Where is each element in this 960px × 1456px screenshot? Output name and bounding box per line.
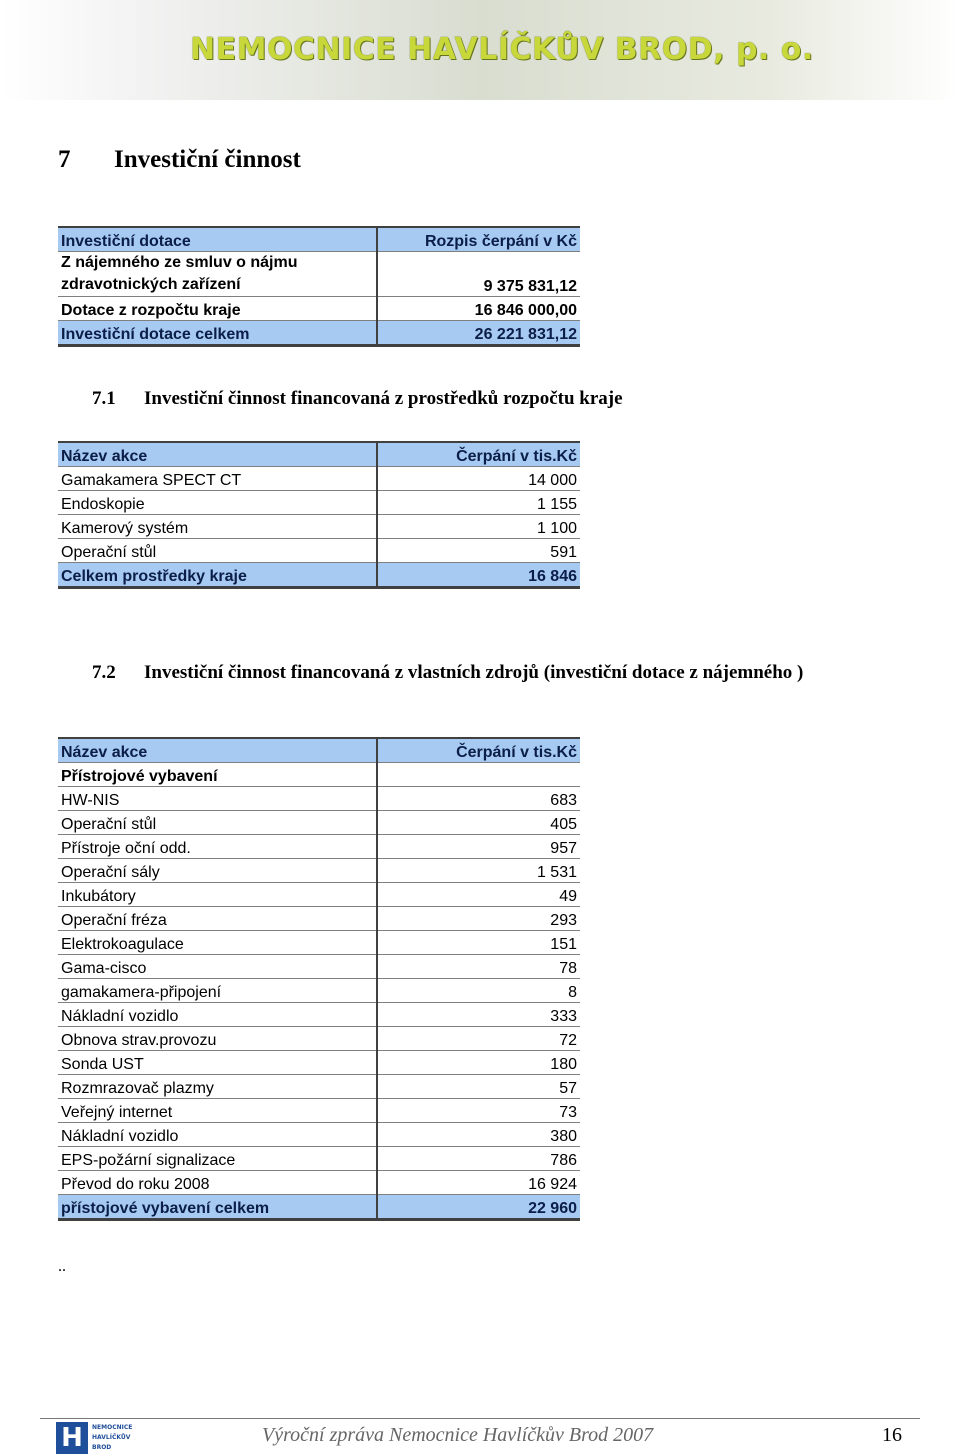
row-value: 8 — [377, 979, 580, 1003]
row-value: 57 — [377, 1075, 580, 1099]
row-label: Nákladní vozidlo — [58, 1123, 377, 1147]
row-value: 1 100 — [377, 515, 580, 539]
row-value: 73 — [377, 1099, 580, 1123]
subsection-number: 7.1 — [92, 388, 116, 409]
header-cell: Čerpání v tis.Kč — [377, 738, 580, 763]
header-cell: Investiční dotace — [58, 227, 377, 252]
row-value: 180 — [377, 1051, 580, 1075]
table-row — [58, 1171, 580, 1195]
table-row — [58, 297, 580, 321]
row-label: Z nájemného ze smluv o nájmu zdravotnických zařízení — [58, 252, 377, 297]
total-label: Celkem prostředky kraje — [58, 563, 377, 588]
logo-text: NEMOCNICE HAVLÍČKŮV BROD — [92, 1424, 133, 1451]
row-label: Obnova strav.provozu — [58, 1027, 377, 1051]
row-value: 786 — [377, 1147, 580, 1171]
subsection-heading — [92, 662, 803, 684]
table-row — [58, 859, 580, 883]
row-label: Dotace z rozpočtu kraje — [58, 297, 377, 321]
total-value: 26 221 831,12 — [377, 321, 580, 346]
header-cell: Název akce — [58, 738, 377, 763]
row-value: 16 924 — [377, 1171, 580, 1195]
row-value: 1 155 — [377, 491, 580, 515]
table-body — [58, 787, 580, 1195]
own-resources-table — [58, 737, 580, 1221]
row-label: EPS-požární signalizace — [58, 1147, 377, 1171]
total-value: 22 960 — [377, 1195, 580, 1220]
table-row — [58, 835, 580, 859]
header-cell: Čerpání v tis.Kč — [377, 442, 580, 467]
subsection-title: Investiční činnost financovaná z prostředků rozpočtu kraje — [144, 388, 623, 409]
table-row — [58, 1027, 580, 1051]
table-total-row — [58, 563, 580, 588]
row-label: Nákladní vozidlo — [58, 1003, 377, 1027]
table-row — [58, 491, 580, 515]
row-value: 151 — [377, 931, 580, 955]
row-label: Operační sály — [58, 859, 377, 883]
row-value: 9 375 831,12 — [377, 252, 580, 297]
row-label: Rozmrazovač plazmy — [58, 1075, 377, 1099]
row-value: 333 — [377, 1003, 580, 1027]
footer-divider — [40, 1418, 920, 1419]
header-cell: Rozpis čerpání v Kč — [377, 227, 580, 252]
subsection-heading — [92, 388, 623, 410]
hospital-logo — [56, 1422, 142, 1454]
footer-text: Výroční zpráva Nemocnice Havlíčkův Brod 2007 — [262, 1424, 654, 1446]
row-label: Přístroje oční odd. — [58, 835, 377, 859]
section-number: 7 — [58, 146, 71, 173]
table-row — [58, 883, 580, 907]
table-row — [58, 467, 580, 491]
table-row — [58, 252, 580, 297]
row-label: Sonda UST — [58, 1051, 377, 1075]
row-value: 591 — [377, 539, 580, 563]
table-header-row — [58, 227, 580, 252]
subheader-value — [377, 763, 580, 787]
row-value: 78 — [377, 955, 580, 979]
row-value: 380 — [377, 1123, 580, 1147]
row-label: Inkubátory — [58, 883, 377, 907]
table-row — [58, 1099, 580, 1123]
row-value: 683 — [377, 787, 580, 811]
subsection-title: Investiční činnost financovaná z vlastních zdrojů (investiční dotace z nájemného ) — [144, 662, 804, 683]
table-total-row — [58, 321, 580, 346]
subsection-number: 7.2 — [92, 662, 116, 683]
header-cell: Název akce — [58, 442, 377, 467]
table-row — [58, 1147, 580, 1171]
row-value: 405 — [377, 811, 580, 835]
table-row — [58, 1003, 580, 1027]
total-label: přístojové vybavení celkem — [58, 1195, 377, 1220]
row-value: 293 — [377, 907, 580, 931]
row-label: Převod do roku 2008 — [58, 1171, 377, 1195]
total-label: Investiční dotace celkem — [58, 321, 377, 346]
table-row — [58, 787, 580, 811]
total-value: 16 846 — [377, 563, 580, 588]
table-row — [58, 515, 580, 539]
row-label: Veřejný internet — [58, 1099, 377, 1123]
table-row — [58, 979, 580, 1003]
header-banner — [0, 0, 960, 100]
row-value: 16 846 000,00 — [377, 297, 580, 321]
investment-subsidy-table — [58, 226, 580, 347]
logo-h-icon: H — [56, 1422, 88, 1454]
table-total-row — [58, 1195, 580, 1220]
row-label: Operační stůl — [58, 539, 377, 563]
row-label: HW-NIS — [58, 787, 377, 811]
table-subheader-row — [58, 763, 580, 787]
row-label: Endoskopie — [58, 491, 377, 515]
table-row — [58, 931, 580, 955]
banner-title: NEMOCNICE HAVLÍČKŮV BROD, p. o. — [190, 32, 814, 67]
row-value: 72 — [377, 1027, 580, 1051]
table-row — [58, 907, 580, 931]
row-label: gamakamera-připojení — [58, 979, 377, 1003]
regional-budget-table — [58, 441, 580, 589]
row-label: Kamerový systém — [58, 515, 377, 539]
table-row — [58, 1075, 580, 1099]
table-row — [58, 811, 580, 835]
row-value: 1 531 — [377, 859, 580, 883]
table-header-row — [58, 738, 580, 763]
table-row — [58, 955, 580, 979]
row-value: 49 — [377, 883, 580, 907]
section-heading — [58, 146, 301, 174]
table-row — [58, 539, 580, 563]
subheader-label: Přístrojové vybavení — [58, 763, 377, 787]
table-row — [58, 1123, 580, 1147]
row-label: Elektrokoagulace — [58, 931, 377, 955]
page-number: 16 — [882, 1424, 902, 1446]
table-header-row — [58, 442, 580, 467]
row-value: 14 000 — [377, 467, 580, 491]
trailing-text: .. — [58, 1258, 66, 1275]
row-label: Operační fréza — [58, 907, 377, 931]
section-title: Investiční činnost — [114, 146, 301, 173]
table-row — [58, 1051, 580, 1075]
row-label: Gamakamera SPECT CT — [58, 467, 377, 491]
row-label: Operační stůl — [58, 811, 377, 835]
row-label: Gama-cisco — [58, 955, 377, 979]
row-value: 957 — [377, 835, 580, 859]
